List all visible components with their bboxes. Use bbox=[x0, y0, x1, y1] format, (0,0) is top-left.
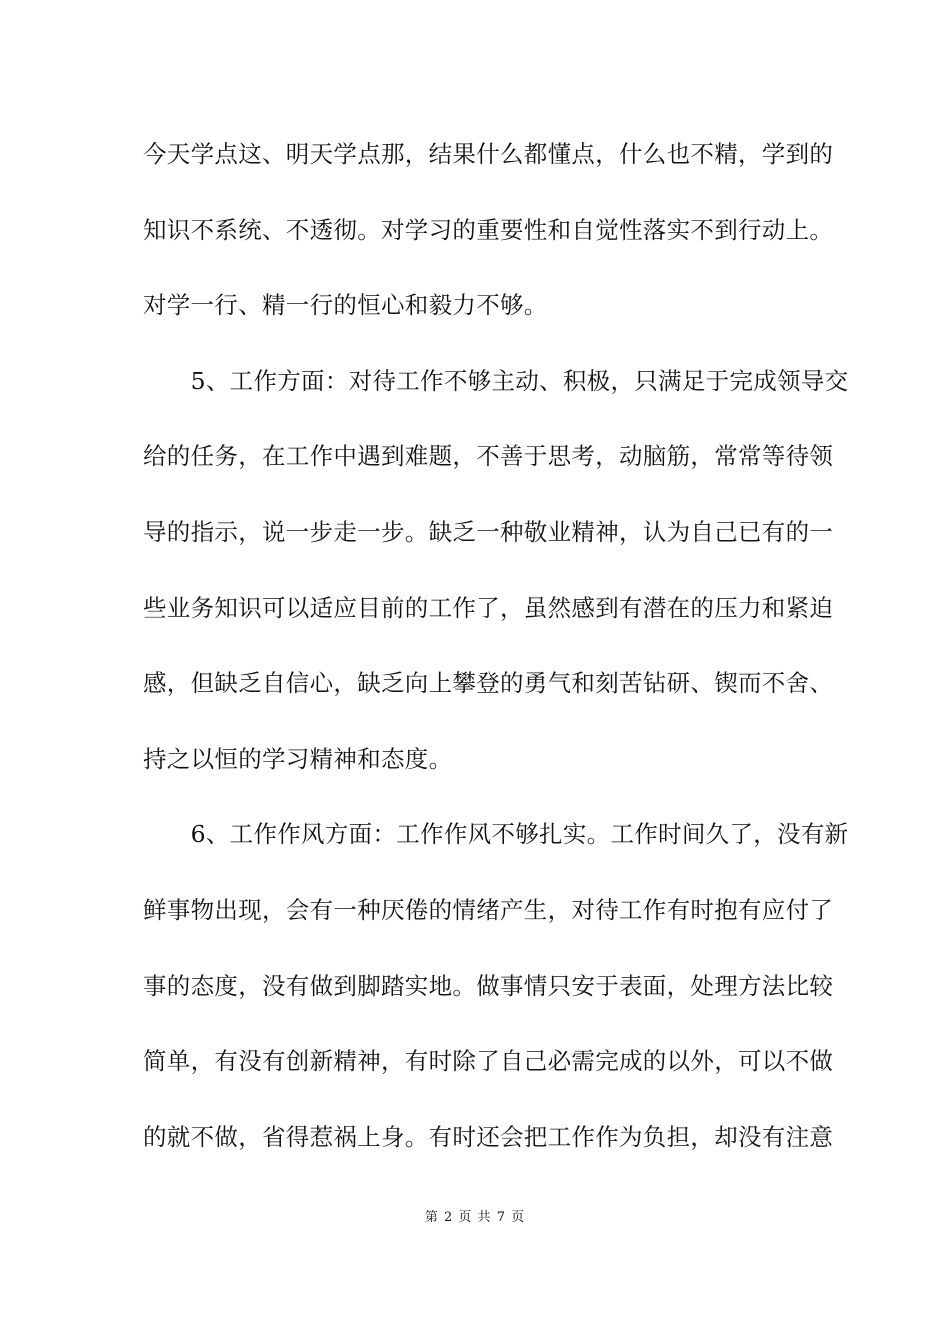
text-line: 对学一行、精一行的恒心和毅力不够。 bbox=[143, 291, 548, 320]
text-line: 简单，有没有创新精神，有时除了自己必需完成的以外，可以不做 bbox=[143, 1047, 834, 1076]
text-line: 的就不做，省得惹祸上身。有时还会把工作作为负担，却没有注意 bbox=[143, 1122, 834, 1151]
text-line: 知识不系统、不透彻。对学习的重要性和自觉性落实不到行动上。 bbox=[143, 215, 834, 244]
text-line: 6、工作作风方面：工作作风不够扎实。工作时间久了，没有新 bbox=[143, 820, 849, 849]
text-line: 给的任务，在工作中遇到难题，不善于思考，动脑筋，常常等待领 bbox=[143, 442, 834, 471]
page-number-footer: 第 2 页 共 7 页 bbox=[424, 1210, 526, 1225]
text-line: 今天学点这、明天学点那，结果什么都懂点，什么也不精，学到的 bbox=[143, 140, 834, 168]
text-line: 持之以恒的学习精神和态度。 bbox=[143, 744, 453, 773]
text-line: 导的指示，说一步走一步。缺乏一种敬业精神，认为自己已有的一 bbox=[143, 517, 834, 546]
text-line: 事的态度，没有做到脚踏实地。做事情只安于表面，处理方法比较 bbox=[143, 971, 834, 1000]
text-line: 鲜事物出现，会有一种厌倦的情绪产生，对待工作有时抱有应付了 bbox=[143, 895, 834, 924]
text-line: 5、工作方面：对待工作不够主动、积极，只满足于完成领导交 bbox=[143, 366, 849, 395]
text-line: 些业务知识可以适应目前的工作了，虽然感到有潜在的压力和紧迫 bbox=[143, 593, 834, 622]
document-body bbox=[143, 128, 849, 1186]
text-line: 感，但缺乏自信心，缺乏向上攀登的勇气和刻苦钻研、锲而不舍、 bbox=[143, 669, 834, 698]
